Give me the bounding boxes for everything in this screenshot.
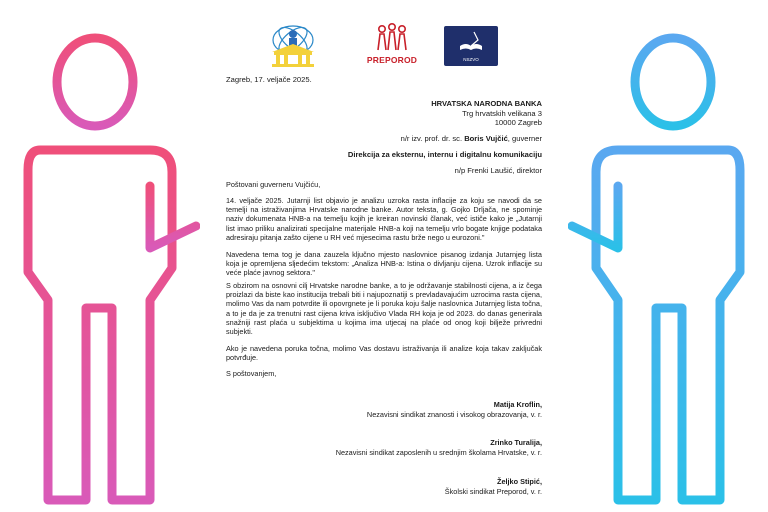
- preporod-brand-text: PREPOROD: [366, 55, 418, 65]
- signature-3: [445, 477, 542, 496]
- signature-2-org: Nezavisni sindikat zaposlenih u srednjim školama Hrvatske, v. r.: [335, 447, 542, 457]
- nszvo-logo: [444, 26, 498, 66]
- paragraph-2: Navedena tema tog je dana zauzela ključno mjesto naslovnice pisanog izdanja Jutarnjeg lista koja je opremljena sljedećim tekstom: „Analiza HNB-a: Istina o divljanju cijena. Uzrok inflacije su veće plaće javnog sektora.": [226, 250, 542, 278]
- salutation: Poštovani guverneru Vujčiću,: [226, 180, 321, 189]
- signature-2-name: Zrinko Turalija,: [490, 438, 542, 447]
- paragraph-3: S obzirom na osnovni cilj Hrvatske narodne banke, a to je održavanje stabilnosti cijena, a iz čega proizlazi da biste kao institucija trebali biti i najupoznatiji s prevladavajućim uzrocima rasta cijena, molimo Vas da nam potvrdite ili opovrgnete je li poruka koju šalje naslovnica Jutarnjeg lista točna, a to je da je za trenutni rast cijena kriva isključivo Vlada RH koja je od 2023. do danas generirala snažniji rast plaća u subjektima u kojima ima utjecaj na plaće od onog koji bilježe privredni subjekti.: [226, 281, 542, 337]
- recipient-city: 10000 Zagreb: [494, 118, 542, 128]
- logo-strip: [262, 22, 502, 70]
- preporod-logo: [362, 22, 422, 70]
- signature-1-name: Matija Kroflin,: [493, 400, 542, 409]
- right-person-head: [635, 38, 711, 126]
- nszvo-book-icon: [444, 26, 498, 56]
- recipient-department: Direkcija za eksternu, internu i digitalnu komunikaciju: [347, 150, 542, 159]
- recipient-street: Trg hrvatskih velikana 3: [462, 108, 542, 118]
- right-person-illustration: [568, 0, 768, 512]
- signature-3-org: Školski sindikat Preporod, v. r.: [444, 486, 542, 496]
- union-emblem-logo: [262, 22, 324, 68]
- preporod-people-icon: [362, 22, 422, 54]
- recipient-attention-2: n/p Frenki Laušić, direktor: [454, 166, 542, 175]
- signature-3-name: Željko Stipić,: [496, 477, 542, 486]
- left-person-illustration: [0, 0, 200, 512]
- paragraph-1: 14. veljače 2025. Jutarnji list objavio je analizu uzroka rasta inflacije za koju se navodi da se temelji na istraživanjima Hrvatske narodne banke. Autor teksta, g. Gojko Drljača, ne spominje naziv dokumenata HNB-a na temelju kojih je kreiran novinski članak, već ističe kako je „Jutarnji list imao priliku analizirati specijalne materijale HNB-a koji na temelju vrlo bogate knjige podataka adresiraju pitanja zašto cijene u RH već mjesecima rastu brže nego u eurozoni.": [226, 196, 542, 242]
- recipient-block: [431, 99, 542, 128]
- signature-1: [367, 400, 542, 419]
- paragraph-4: Ako je navedena poruka točna, molimo Vas dostavu istraživanja ili analize koja takav zaključak potvrđuje.: [226, 344, 542, 363]
- signature-1-org: Nezavisni sindikat znanosti i visokog obrazovanja, v. r.: [366, 409, 542, 419]
- signature-2: [336, 438, 542, 457]
- closing: S poštovanjem,: [226, 369, 277, 378]
- recipient-name: HRVATSKA NARODNA BANKA: [431, 99, 542, 108]
- recipient-attention-1: n/r izv. prof. dr. sc. Boris Vujčić, guverner: [400, 134, 542, 143]
- letter-date: Zagreb, 17. veljače 2025.: [226, 75, 312, 84]
- nszvo-brand-text: NSZVO: [463, 57, 479, 62]
- left-person-head: [57, 38, 133, 126]
